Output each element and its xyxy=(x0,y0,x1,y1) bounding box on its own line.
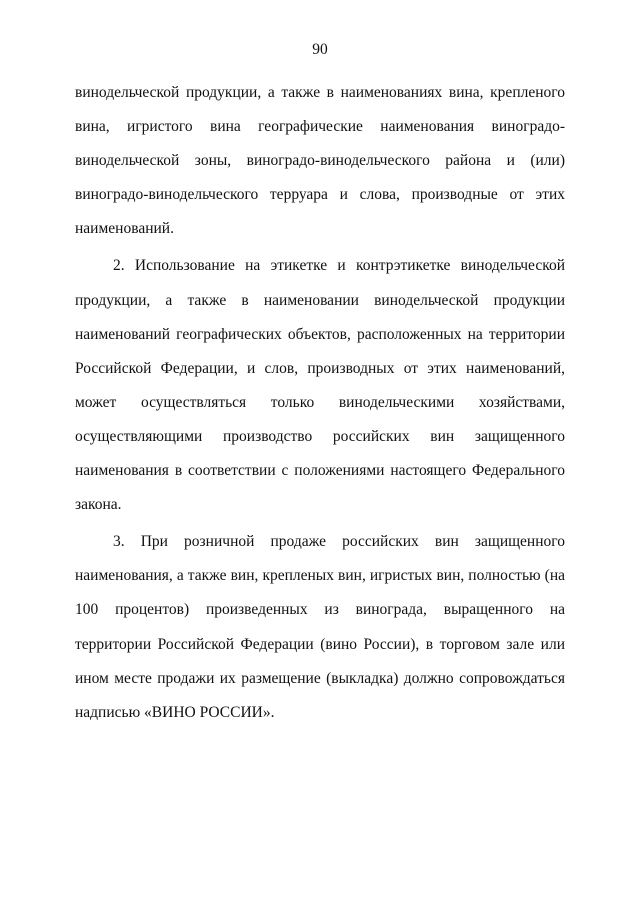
paragraph-continuation: винодельческой продукции, а также в наименованиях вина, крепленого вина, игристого вина географические наименования виноградо-винодельческой зоны, виноградо-винодельческого района и (или) виноградо-винодельческого терруара и слова, производные от этих наименований. xyxy=(75,84,565,238)
paragraph-item-2: 2. Использование на этикетке и контрэтикетке винодельческой продукции, а также в наименовании винодельческой продукции наименований географических объектов, расположенных на территории Российской Федерации, и слов, производных от этих наименований, может осуществляться только винодельческими хозяйствами, осуществляющими производство российских вин защищенного наименования в соответствии с положениями настоящего Федерального закона. xyxy=(75,257,565,514)
paragraph-item-3: 3. При розничной продаже российских вин защищенного наименования, а также вин, крепленых вин, игристых вин, полностью (на 100 процентов) произведенных из винограда, выращенного на территории Российской Федерации (вино России), в торговом зале или ином месте продажи их размещение (выкладка) должно сопровождаться надписью «ВИНО РОССИИ». xyxy=(75,533,565,721)
page-number: 90 xyxy=(312,41,328,58)
document-body xyxy=(75,76,565,730)
